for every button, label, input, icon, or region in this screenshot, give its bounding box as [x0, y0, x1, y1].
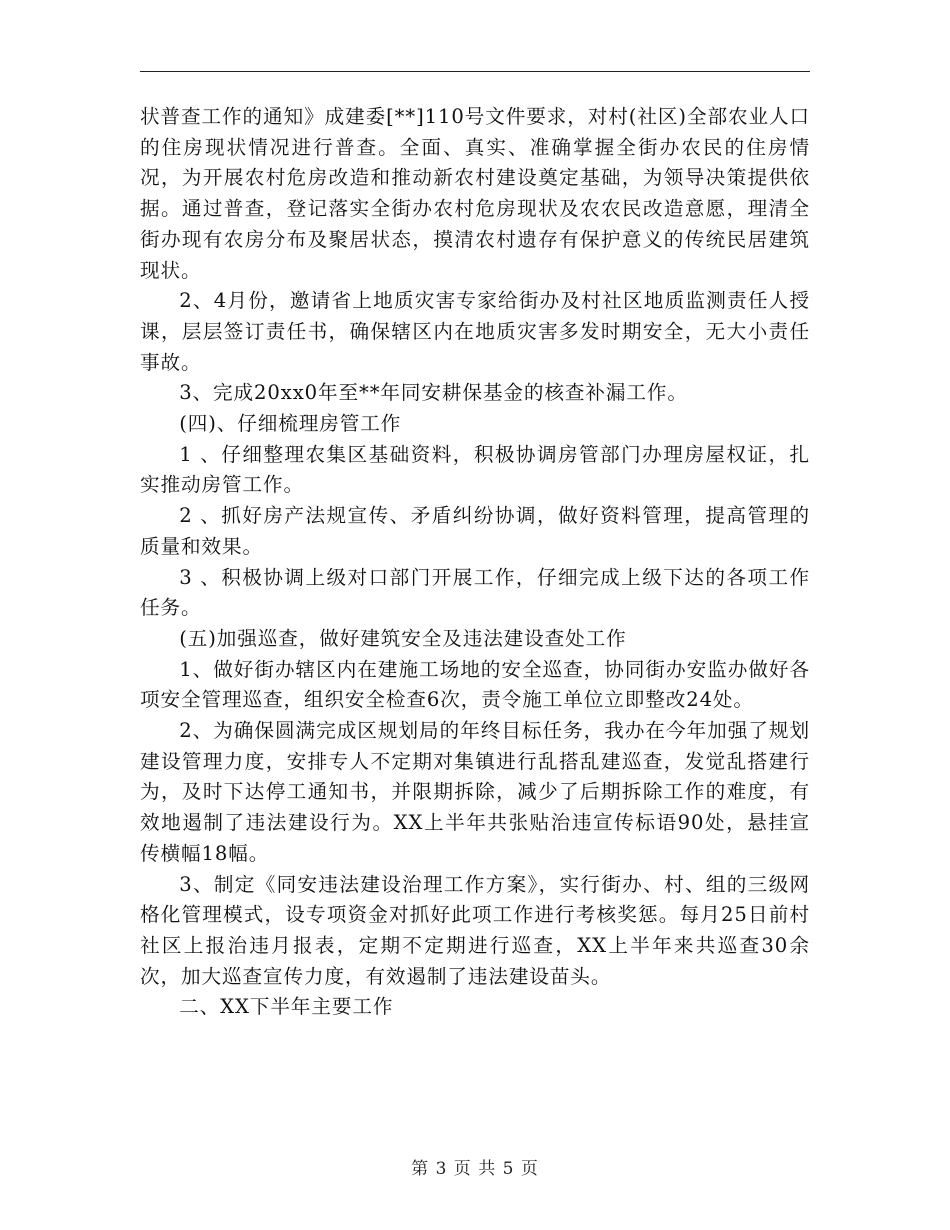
section-heading-second-half: 二、XX下半年主要工作 — [179, 995, 394, 1019]
paragraph-item-3-fund-audit: 3、完成20xx0年至**年同安耕保基金的核查补漏工作。 — [179, 381, 688, 405]
paragraph-inspection-1: 1、做好街办辖区内在建施工场地的安全巡查，协同街办安监办做好各项安全管理巡查，组织安全检查6次，责令施工单位立即整改24处。 — [140, 657, 810, 712]
page-number: 第 3 页 共 5 页 — [411, 1159, 539, 1179]
paragraph-housing-2: 2 、抓好房产法规宣传、矛盾纠纷协调，做好资料管理，提高管理的质量和效果。 — [140, 504, 810, 558]
paragraph-continuation: 状普查工作的通知》成建委[**]110号文件要求，对村(社区)全部农业人口的住房现状情况进行普查。全面、真实、准确掌握全街办农民的住房情况，为开展农村危房改造和推动新农村建设奠定基础，为领导决策提供依据。通过普查，登记落实全街办农村危房现状及农农民改造意愿，理清全街办现有农房分布及聚居状态，摸清农村遗存有保护意义的传统民居建筑现状。 — [140, 105, 810, 282]
paragraph-item-2-geohazard: 2、4月份，邀请省上地质灾害专家给街办及村社区地质监测责任人授课，层层签订责任书，确保辖区内在地质灾害多发时期安全，无大小责任事故。 — [140, 289, 810, 374]
header-rule — [140, 71, 810, 72]
section-heading-5: (五)加强巡查，做好建筑安全及违法建设查处工作 — [179, 626, 627, 650]
paragraph-housing-1: 1 、仔细整理农集区基础资料，积极协调房管部门办理房屋权证，扎实推动房管工作。 — [140, 442, 810, 497]
document-body — [140, 102, 810, 1023]
paragraph-housing-3: 3 、积极协调上级对口部门开展工作，仔细完成上级下达的各项工作任务。 — [140, 565, 810, 620]
paragraph-inspection-2: 2、为确保圆满完成区规划局的年终目标任务，我办在今年加强了规划建设管理力度，安排专人不定期对集镇进行乱搭乱建巡查，发觉乱搭建行为，及时下达停工通知书，并限期拆除，减少了后期拆除工作的难度，有效地遏制了违法建设行为。XX上半年共张贴治违宣传标语90处，悬挂宣传横幅18幅。 — [140, 719, 810, 865]
section-heading-4: (四)、仔细梳理房管工作 — [179, 412, 402, 436]
paragraph-inspection-3: 3、制定《同安违法建设治理工作方案》，实行街办、村、组的三级网格化管理模式，设专项资金对抓好此项工作进行考核奖惩。每月25日前村社区上报治违月报表，定期不定期进行巡查，XX上半年来共巡查30余次，加大巡查宣传力度，有效遏制了违法建设苗头。 — [140, 872, 810, 988]
